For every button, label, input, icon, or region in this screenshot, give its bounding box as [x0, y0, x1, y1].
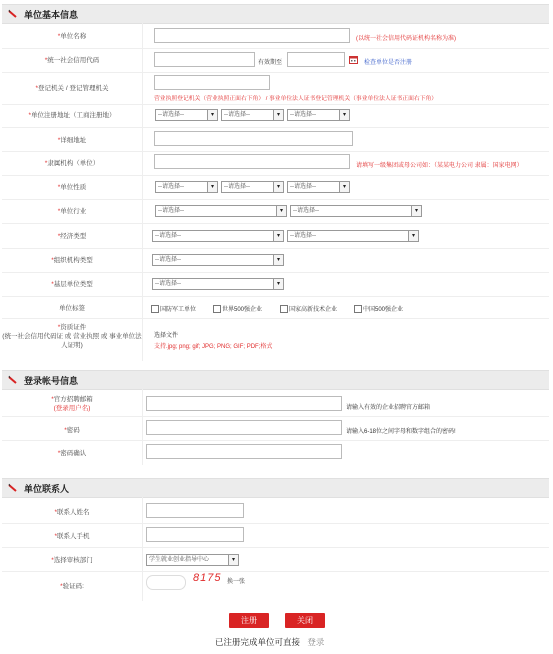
credit-code-input[interactable] — [154, 52, 255, 67]
section-title-basic: 单位基本信息 — [24, 10, 79, 20]
divider — [142, 497, 143, 601]
section-title-contact: 单位联系人 — [24, 484, 70, 494]
divider — [2, 104, 549, 105]
divider — [2, 199, 549, 200]
email-input[interactable] — [146, 396, 342, 411]
divider — [2, 440, 549, 441]
unit-name-label: *单位名称 — [57, 33, 87, 40]
divider — [2, 318, 549, 319]
nature-label: *单位性质 — [57, 184, 87, 191]
divider — [2, 547, 549, 548]
industry-label: *单位行业 — [57, 208, 87, 215]
contact-phone-input[interactable] — [146, 527, 244, 542]
confirm-password-label: *密码确认 — [57, 450, 87, 457]
password-hint: 请输入6-18位之间字母和数字组合的密码! — [346, 429, 456, 435]
tags-label: 单位标签 — [59, 305, 85, 312]
grassroots-type-label: *基层单位类型 — [51, 281, 93, 288]
department-select[interactable]: 学生就业创业指导中心 ▾ — [146, 554, 239, 566]
chevron-down-icon: ▾ — [339, 182, 349, 192]
unit-name-hint: (以统一社会信用代码证机构名称为准) — [356, 36, 456, 42]
divider — [2, 416, 549, 417]
tag-checkbox-hightech[interactable]: 国家高新技术企业 — [280, 304, 337, 313]
economic-type-select-1[interactable]: --请选择-- ▾ — [152, 230, 284, 242]
registered-address-label: *单位注册地址（工商注册地） — [28, 112, 116, 119]
pencil-icon — [8, 483, 18, 493]
tag-checkbox-world500[interactable]: 世界500强企业 — [213, 304, 262, 313]
divider — [2, 248, 549, 249]
email-hint: 请输入有效的企业招聘官方邮箱 — [346, 405, 431, 411]
captcha-label: *验证码: — [60, 583, 84, 590]
district-select[interactable]: --请选择-- ▾ — [287, 109, 350, 121]
email-label: *官方招聘邮箱 (登录用户名) — [51, 396, 93, 412]
divider — [2, 296, 549, 297]
valid-until-label: 有效期至 — [258, 60, 283, 66]
qualification-sub: (统一社会信用代码证 或 营业执照 或 事业单位法人证明) — [2, 333, 142, 349]
divider — [2, 223, 549, 224]
footer-text: 已注册完成单位可直接 — [215, 637, 301, 647]
grassroots-type-select[interactable]: --请选择-- ▾ — [152, 278, 284, 290]
industry-select-1[interactable]: --请选择-- ▾ — [155, 205, 287, 217]
section-header-basic — [2, 4, 549, 24]
divider — [2, 523, 549, 524]
registration-authority-input[interactable] — [154, 75, 270, 90]
divider — [142, 389, 143, 465]
divider — [2, 175, 549, 176]
nature-select-2[interactable]: --请选择-- ▾ — [221, 181, 284, 193]
affiliated-org-input[interactable] — [154, 154, 350, 169]
department-label: *选择审核部门 — [51, 557, 93, 564]
divider — [2, 571, 549, 572]
org-type-label: *组织机构类型 — [51, 257, 93, 264]
registration-authority-label: *登记机关 / 登记管理机关 — [35, 85, 109, 92]
industry-select-2[interactable]: --请选择-- ▾ — [290, 205, 422, 217]
choose-file-button[interactable]: 选择文件 — [154, 333, 179, 339]
credit-code-label: *统一社会信用代码 — [44, 57, 100, 64]
divider — [2, 272, 549, 273]
register-button[interactable]: 注册 — [229, 613, 269, 628]
nature-select-3[interactable]: --请选择-- ▾ — [287, 181, 350, 193]
tag-checkbox-china500[interactable]: 中国500强企业 — [354, 304, 403, 313]
detail-address-input[interactable] — [154, 131, 353, 146]
captcha-image[interactable]: 8175 — [193, 572, 222, 584]
section-header-account — [2, 370, 549, 390]
tag-checkbox-defense[interactable]: 国防军工单位 — [151, 304, 196, 313]
chevron-down-icon: ▾ — [411, 206, 421, 216]
divider — [2, 127, 549, 128]
chevron-down-icon: ▾ — [207, 182, 217, 192]
chevron-down-icon: ▾ — [339, 110, 349, 120]
chevron-down-icon: ▾ — [228, 555, 238, 565]
org-type-select[interactable]: --请选择-- ▾ — [152, 254, 284, 266]
login-link[interactable]: 登录 — [307, 637, 325, 647]
captcha-input[interactable] — [146, 575, 186, 590]
valid-until-input[interactable] — [287, 52, 345, 67]
file-format-hint: 支持.jpg; png; gif; JPG; PNG; GIF; PDF;格式 — [154, 344, 273, 350]
pencil-icon — [8, 9, 18, 19]
chevron-down-icon: ▾ — [273, 182, 283, 192]
email-sub: (登录用户名) — [53, 405, 91, 412]
check-registered-link[interactable]: 检查单位是否注册 — [364, 60, 413, 66]
divider — [142, 23, 143, 361]
contact-name-input[interactable] — [146, 503, 244, 518]
contact-name-label: *联系人姓名 — [54, 509, 90, 516]
password-input[interactable] — [146, 420, 342, 435]
confirm-password-input[interactable] — [146, 444, 342, 459]
registration-authority-hint: 营业执照登记机关（营业执照正面右下角） / 事业单位法人证书登记管理机关（事业单位法人证书正面右下角） — [154, 96, 438, 102]
calendar-icon[interactable] — [349, 55, 358, 64]
section-header-contact — [2, 478, 549, 498]
contact-phone-label: *联系人手机 — [54, 533, 90, 540]
divider — [2, 48, 549, 49]
chevron-down-icon: ▾ — [273, 279, 283, 289]
chevron-down-icon: ▾ — [276, 206, 286, 216]
section-title-account: 登录帐号信息 — [24, 376, 79, 386]
divider — [2, 151, 549, 152]
detail-address-label: *详细地址 — [57, 137, 87, 144]
unit-name-input[interactable] — [154, 28, 350, 43]
chevron-down-icon: ▾ — [273, 255, 283, 265]
economic-type-select-2[interactable]: --请选择-- ▾ — [287, 230, 419, 242]
affiliated-org-hint: 请填写一级集团或母公司如：（某某电力公司 隶属：国家电网） — [356, 163, 523, 169]
chevron-down-icon: ▾ — [273, 231, 283, 241]
economic-type-label: *经济类型 — [57, 233, 87, 240]
chevron-down-icon: ▾ — [207, 110, 217, 120]
password-label: *密码 — [64, 427, 80, 434]
province-select[interactable]: --请选择-- ▾ — [155, 109, 218, 121]
city-select[interactable]: --请选择-- ▾ — [221, 109, 284, 121]
qualification-label: *资质证件 (统一社会信用代码证 或 营业执照 或 事业单位法人证明) — [2, 324, 142, 349]
nature-select-1[interactable]: --请选择-- ▾ — [155, 181, 218, 193]
footer — [215, 636, 324, 648]
affiliated-org-label: *隶属机构（单位） — [44, 160, 100, 167]
chevron-down-icon: ▾ — [273, 110, 283, 120]
captcha-refresh-link[interactable]: 换一张 — [227, 579, 246, 585]
close-button[interactable]: 关闭 — [285, 613, 325, 628]
divider — [2, 72, 549, 73]
pencil-icon — [8, 375, 18, 385]
chevron-down-icon: ▾ — [408, 231, 418, 241]
